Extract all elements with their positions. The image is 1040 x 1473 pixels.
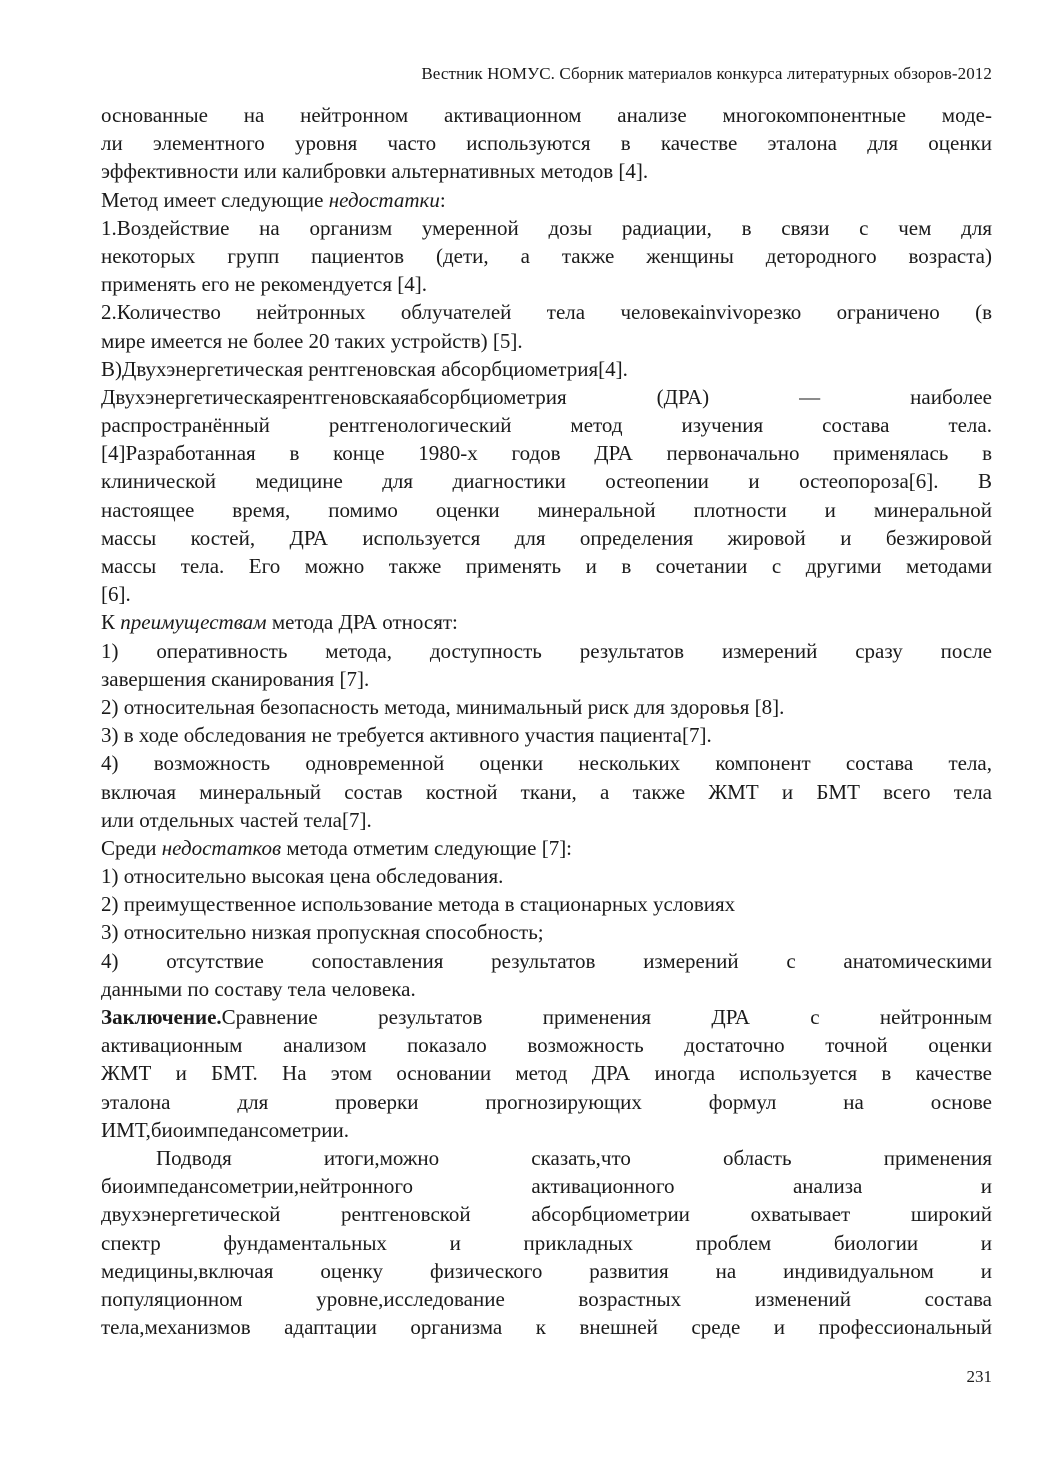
text-line: Двухэнергетическаярентгеновскаяабсорбциометрия (ДРА) — наиболее [101,384,992,409]
text-line [101,1003,992,1031]
text-run: К [101,610,121,635]
text-line: 2.Количество нейтронных облучателей тела человекаinvivoрезко ограничено (в [101,300,992,325]
text-run: Среди [101,835,162,860]
text-line: 3) относительно низкая пропускная способность; [101,920,544,945]
text-line: данными по составу тела человека. [101,976,416,1001]
text-line: настоящее время, помимо оценки минеральной плотности и минеральной [101,497,992,522]
text-line: 1.Воздействие на организм умеренной дозы радиации, в связи с чем для [101,215,992,240]
emphasis-text: недостатков [161,835,282,860]
text-line: 3) в ходе обследования не требуется активного участия пациента[7]. [101,723,712,748]
text-line: 2) преимущественное использование метода в стационарных условиях [101,892,736,917]
emphasis-text: недостатки [328,187,440,212]
text-line: некоторых групп пациентов (дети, а также женщины детородного возраста) [101,243,992,268]
section-heading: В)Двухэнергетическая рентгеновская абсорбциометрия[4]. [101,356,628,381]
text-line: двухэнергетической рентгеновской абсорбциометрии охватывает широкий [101,1202,992,1227]
text-line: 2) относительная безопасность метода, минимальный риск для здоровья [8]. [101,694,785,719]
text-line: эффективности или калибровки альтернативных методов [4]. [101,159,649,184]
text-line: 4) возможность одновременной оценки нескольких компонент состава тела, [101,751,992,776]
page-body [101,101,992,1341]
text-line: [4]Разработанная в конце 1980-х годов ДРА первоначально применялась в [101,441,992,466]
text-line: или отдельных частей тела[7]. [101,807,372,832]
text-line: 1) относительно высокая цена обследования. [101,864,504,889]
text-line [101,608,992,636]
text-line [101,834,992,862]
text-line: 1) оперативность метода, доступность результатов измерений сразу после [101,638,992,663]
text-line: применять его не рекомендуется [4]. [101,272,427,297]
text-line: 4) отсутствие сопоставления результатов измерений с анатомическими [101,948,992,973]
text-line: ИМТ,биоимпедансометрии. [101,1117,349,1142]
text-run: Сравнение результатов применения ДРА с нейтронным [221,1005,992,1029]
text-line: ЖМТ и БМТ. На этом основании метод ДРА иногда используется в качестве [101,1061,992,1086]
text-line: клинической медицине для диагностики остеопении и остеопороза[6]. В [101,469,992,494]
text-line: основанные на нейтронном активационном анализе многокомпонентные моде- [101,103,992,127]
text-line: мире имеется не более 20 таких устройств) [5]. [101,328,523,353]
text-run: метода отметим следующие [7]: [281,835,573,860]
text-line: завершения сканирования [7]. [101,666,370,691]
page-number: 231 [966,1367,992,1386]
text-line: массы тела. Его можно также применять и в сочетании с другими методами [101,554,992,578]
text-line: медицины,включая оценку физического развития на индивидуальном и [101,1258,992,1283]
text-run: Метод имеет следующие [101,187,329,212]
text-line: популяционном уровне,исследование возрастных изменений состава [101,1286,992,1311]
text-run: метода ДРА относят: [266,610,458,635]
emphasis-text: преимуществам [120,610,267,635]
text-line: тела,механизмов адаптации организма к внешней среде и профессиональный [101,1315,992,1340]
text-line: распространённый рентгенологический метод изучения состава тела. [101,413,992,438]
running-header: Вестник НОМУС. Сборник материалов конкурса литературных обзоров-2012 [421,64,992,83]
text-line: Подводя итоги,можно сказать,что область применения [156,1145,992,1170]
text-line: ли элементного уровня часто используются в качестве эталона для оценки [101,131,992,156]
text-line: спектр фундаментальных и прикладных проблем биологии и [101,1230,992,1255]
text-run: : [439,187,446,212]
text-line: эталона для проверки прогнозирующих формул на основе [101,1089,992,1114]
text-line: [6]. [101,582,131,607]
text-line: биоимпедансометрии,нейтронного активационного анализа и [101,1174,992,1199]
text-line [101,186,992,214]
conclusion-heading: Заключение. [101,1005,222,1029]
text-line: массы костей, ДРА используется для определения жировой и безжировой [101,525,992,550]
text-line: активационным анализом показало возможность достаточно точной оценки [101,1033,992,1058]
text-line: включая минеральный состав костной ткани, а также ЖМТ и БМТ всего тела [101,779,992,804]
